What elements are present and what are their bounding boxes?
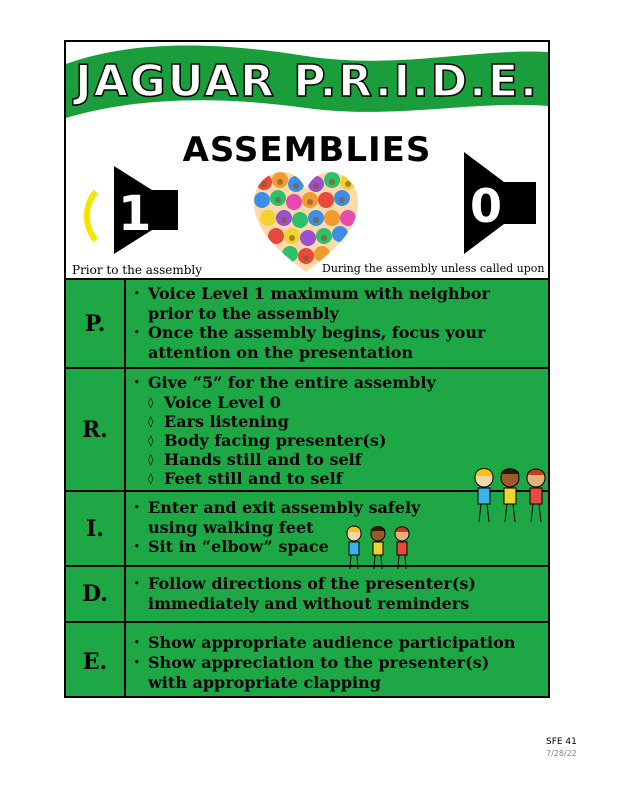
bullet-item: • Follow directions of the presenter(s): [134, 574, 476, 593]
row-letter: D.: [66, 567, 126, 621]
voice-level-right-caption: During the assembly unless called upon: [322, 262, 545, 275]
diamond-icon: ◊: [148, 472, 154, 485]
row-e: [66, 623, 548, 698]
row-p: [66, 280, 548, 369]
sub-item: ◊ Body facing presenter(s): [148, 431, 387, 450]
diamond-icon: ◊: [148, 434, 154, 447]
row-d: [66, 567, 548, 623]
heart-of-faces-image: [254, 172, 358, 276]
bullet-item: • Enter and exit assembly safely: [134, 498, 421, 517]
sub-item: ◊ Feet still and to self: [148, 469, 343, 488]
bullet-item: • Sit in “elbow” space: [134, 537, 329, 556]
bullet-item: • Show appreciation to the presenter(s): [134, 653, 490, 672]
row-letter: R.: [66, 369, 126, 490]
row-content: • Enter and exit assembly safely using walking feet • Sit in “elbow” space: [126, 492, 548, 565]
bullet-item: • Give “5” for the entire assembly: [134, 373, 436, 392]
voice-level-right-number: 0: [470, 179, 503, 233]
row-content: • Voice Level 1 maximum with neighbor prior to the assembly • Once the assembly begins, focus your attention on the presentation: [126, 280, 548, 367]
diamond-icon: ◊: [148, 453, 154, 466]
footer-code: SFE 41: [546, 737, 577, 747]
diamond-icon: ◊: [148, 415, 154, 428]
row-letter: E.: [66, 623, 126, 698]
bullet-icon: •: [134, 503, 140, 513]
bullet-icon: •: [134, 542, 140, 552]
page-title: JAGUAR P.R.I.D.E.: [75, 56, 539, 107]
speaker-level-1-icon: [114, 160, 184, 258]
page-subtitle: ASSEMBLIES: [182, 130, 432, 170]
row-letter: I.: [66, 492, 126, 565]
footer: [546, 737, 577, 759]
poster: [64, 40, 550, 698]
sub-item: ◊ Voice Level 0: [148, 393, 281, 412]
bullet-icon: •: [134, 579, 140, 589]
kids-illustration-large: [470, 466, 550, 528]
row-content: • Follow directions of the presenter(s) immediately and without reminders: [126, 567, 548, 621]
voice-level-left-number: 1: [118, 186, 152, 242]
bullet-icon: •: [134, 658, 140, 668]
bullet-icon: •: [134, 378, 140, 388]
sub-item: ◊ Ears listening: [148, 412, 289, 431]
bullet-item: • Show appropriate audience participation: [134, 633, 516, 652]
diamond-icon: ◊: [148, 396, 154, 409]
sub-item: ◊ Hands still and to self: [148, 450, 362, 469]
voice-level-left-caption: Prior to the assembly: [72, 263, 203, 277]
row-content: • Show appropriate audience participation • Show appreciation to the presenter(s) with appropriate clapping: [126, 623, 548, 698]
bullet-icon: •: [134, 638, 140, 648]
bullet-item: • Voice Level 1 maximum with neighbor: [134, 284, 490, 303]
sound-wave-icon: [80, 190, 100, 242]
bullet-icon: •: [134, 328, 140, 338]
bullet-item: • Once the assembly begins, focus your: [134, 323, 486, 342]
speaker-level-0-icon: [464, 148, 544, 258]
kids-illustration-small: [342, 524, 414, 572]
bullet-icon: •: [134, 289, 140, 299]
footer-date: 7/28/22: [546, 749, 577, 758]
row-letter: P.: [66, 280, 126, 367]
